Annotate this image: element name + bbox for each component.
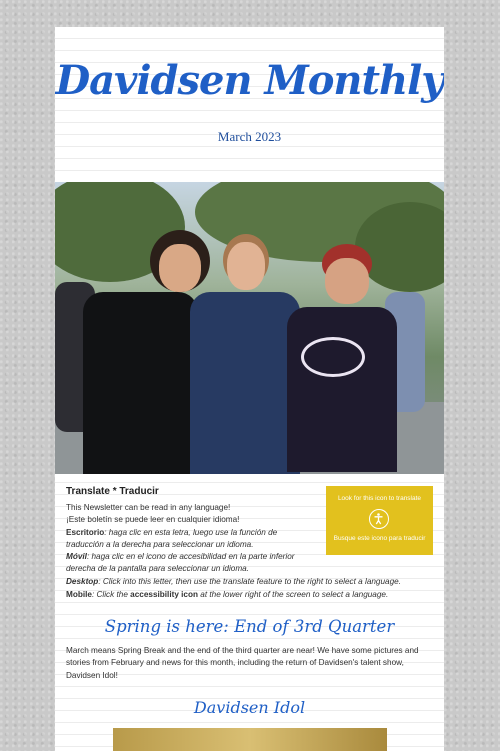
idol-heading: Davidsen Idol bbox=[193, 698, 306, 717]
spring-heading: Spring is here: End of 3rd Quarter bbox=[104, 617, 395, 636]
newsletter-date: March 2023 bbox=[217, 129, 282, 144]
translate-box-bottom-text: Busque este icono para traducir bbox=[333, 535, 426, 542]
students-photo bbox=[55, 182, 444, 474]
translate-heading: Translate * Traducir bbox=[66, 486, 159, 497]
translate-line-english: This Newsletter can be read in any language! bbox=[66, 503, 231, 512]
translate-line-spanish: ¡Este boletín se puede leer en cualquier idioma! bbox=[66, 515, 240, 525]
masthead bbox=[55, 27, 444, 182]
mobile-instructions bbox=[66, 589, 436, 601]
translate-button[interactable] bbox=[326, 486, 433, 555]
escritorio-text: : haga clic en esta letra, luego use la función de bbox=[104, 527, 278, 537]
newsletter-title: Davidsen Monthly bbox=[55, 57, 444, 104]
translate-box-top-text: Look for this icon to translate bbox=[337, 495, 422, 502]
desktop-text: : Click into this letter, then use the translate feature to the right to select a language. bbox=[98, 577, 401, 586]
movil-text: : haga clic en el icono de accesibilidad en la parte inferior bbox=[86, 552, 295, 562]
escritorio-label: Escritorio bbox=[66, 527, 105, 537]
desktop-label: Desktop bbox=[66, 577, 99, 586]
escritorio-text-2: traducción a la derecha para seleccionar un idioma. bbox=[66, 539, 254, 549]
spring-body: March means Spring Break and the end of the third quarter are near! We have some pictures and stories from February and news for this month, including the return of Davidsen's talent show, Davidsen Idol! bbox=[66, 646, 419, 680]
newsletter-card bbox=[55, 27, 444, 751]
mobile-text-2: at the lower right of the screen to select a language. bbox=[197, 590, 389, 599]
accessibility-icon bbox=[369, 509, 389, 529]
movil-label: Móvil bbox=[66, 552, 87, 562]
movil-text-2: derecha de la pantalla para seleccionar un idioma. bbox=[66, 564, 249, 574]
mobile-label: Mobile bbox=[66, 590, 92, 599]
translate-instructions bbox=[66, 502, 328, 576]
desktop-instructions bbox=[66, 576, 436, 588]
mobile-text-1: : Click the bbox=[91, 590, 131, 599]
mobile-bold: accessibility icon bbox=[130, 590, 198, 599]
idol-banner-image bbox=[113, 728, 387, 751]
